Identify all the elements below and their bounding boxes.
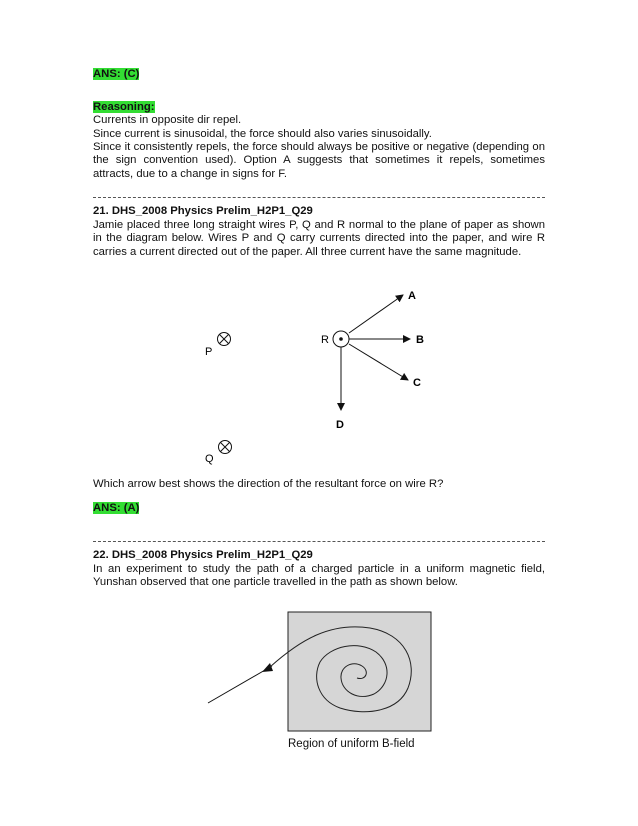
wire-q-label: Q bbox=[205, 453, 214, 465]
reasoning-line: Currents in opposite dir repel. bbox=[93, 114, 242, 126]
reasoning-line: Since current is sinusoidal, the force should also varies sinusoidally. bbox=[93, 127, 432, 140]
figure-caption: Region of uniform B-field bbox=[288, 738, 415, 750]
particle-entry-path bbox=[208, 666, 272, 703]
divider bbox=[93, 541, 545, 542]
wire-q-into-page-icon bbox=[219, 441, 232, 454]
arrow-a-label: A bbox=[408, 290, 416, 302]
reasoning-label: Reasoning: bbox=[93, 101, 155, 113]
wire-p-into-page-icon bbox=[218, 333, 231, 346]
arrow-d-label: D bbox=[336, 419, 344, 431]
question-body: Jamie placed three long straight wires P, Q and R normal to the plane of paper as shown in the diagram below. Wires P and Q carry currents directed into the paper, and wire R carries a current directed out of the paper. All three current have the same magnitude. bbox=[93, 219, 545, 258]
question-prompt: Which arrow best shows the direction of the resultant force on wire R? bbox=[93, 478, 444, 490]
wire-r-out-of-page-icon bbox=[333, 331, 349, 347]
particle-direction-arrow-icon bbox=[262, 663, 273, 672]
question-body: In an experiment to study the path of a charged particle in a uniform magnetic field, Yunshan observed that one particle travelled in the path as shown below. bbox=[93, 563, 545, 589]
question-title: 21. DHS_2008 Physics Prelim_H2P1_Q29 bbox=[93, 205, 313, 217]
arrow-c-label: C bbox=[413, 377, 421, 389]
b-field-region bbox=[288, 612, 431, 731]
wire-r-label: R bbox=[321, 334, 329, 346]
arrow-a bbox=[349, 295, 403, 333]
reasoning-line: Since it consistently repels, the force should always be positive or negative (depending on the sign convention used). Option A suggests that sometimes it repels, sometimes attracts, due to a change in signs for F. bbox=[93, 141, 545, 180]
answer-label: ANS: (C) bbox=[93, 68, 140, 80]
arrow-c bbox=[349, 344, 408, 380]
question-title: 22. DHS_2008 Physics Prelim_H2P1_Q29 bbox=[93, 549, 313, 561]
wire-p-label: P bbox=[205, 346, 213, 358]
arrow-b-label: B bbox=[416, 334, 424, 346]
answer-label: ANS: (A) bbox=[93, 502, 140, 514]
